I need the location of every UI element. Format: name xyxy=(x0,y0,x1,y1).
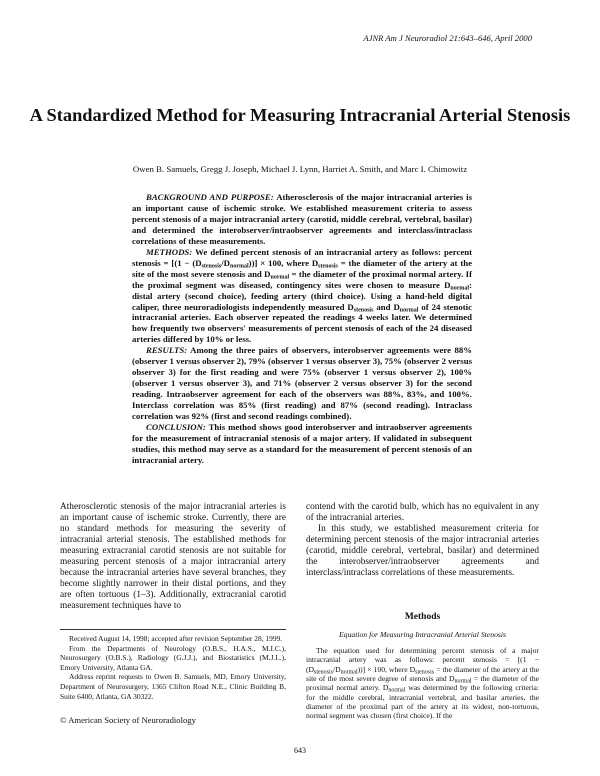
author-list: Owen B. Samuels, Gregg J. Joseph, Michael J. Lynn, Harriet A. Smith, and Marc I. Chimowitz xyxy=(132,164,468,174)
results-label: RESULTS: xyxy=(146,345,188,356)
methods-text-5: = the diameter of the proximal normal artery. If the proximal segment was diseased, contingency sites were chosen to measure D xyxy=(132,268,472,290)
methods-body-text-6: was determined by the following criteria: for the middle cerebral, intracranial vertebral, and basilar arteries, the diameter of the proximal part of the artery at its widest, non-tortuous, normal segment was chosen (first choice). If the xyxy=(306,683,539,721)
subscript-normal: normal xyxy=(340,669,358,676)
footnote-received: Received August 14, 1998; accepted after revision September 28, 1999. xyxy=(69,634,283,643)
intro-left-column xyxy=(60,502,286,612)
subscript-stenosis: stenosis xyxy=(415,669,435,676)
results-text: Among the three pairs of observers, interobserver agreements were 88% (observer 1 versus observer 2), 79% (observer 1 versus observer 3), 75% (observer 2 versus observer 3) for the first reading and were 75% (observer 1 versus observer 2), 100% (observer 1 versus observer 3), and 71% (observer 2 versus observer 3) for the second reading. Intraobserver agreement for each of the observers was 88%, 83%, and 100%. Interclass correlation was 85% (first reading) and 87% (second reading). Intraclass correlation was 92% (first and second readings combined). xyxy=(132,345,472,422)
methods-body-text-1: The equation used for determining percent stenosis of a major intracranial artery was as follows: percent stenosis = [(1 − (D xyxy=(306,646,539,674)
methods-body-text-3: ))] × 100, where D xyxy=(357,664,416,674)
subscript-stenosis: stenosis xyxy=(201,263,222,270)
copyright-notice: © American Society of Neuroradiology xyxy=(60,715,196,725)
subscript-normal: normal xyxy=(450,285,470,292)
subscript-normal: normal xyxy=(229,263,249,270)
intro-continuation: contend with the carotid bulb, which has no equivalent in any of the intracranial arteries. xyxy=(306,502,539,524)
methods-text-6: : distal artery (second choice), feeding artery (third choice). Using a hand-held digital caliper, three neuroradiologists independently measured D xyxy=(132,279,472,312)
subscript-normal: normal xyxy=(399,307,419,314)
subscript-stenosis: stenosis xyxy=(314,669,334,676)
page-number: 643 xyxy=(294,746,306,755)
methods-heading: Methods xyxy=(404,612,441,622)
abstract-methods xyxy=(132,247,472,346)
subscript-stenosis: stenosis xyxy=(318,263,338,270)
intro-right-column xyxy=(306,502,539,579)
conclusion-label: CONCLUSION: xyxy=(146,422,206,433)
background-text: Atherosclerosis of the major intracranial arteries is an important cause of ischemic stroke. We established measurement criteria to assess percent stenosis of a major intracranial artery (carotid, middle cerebral, vertebral, basilar) and determined the interobserver/intraobserver agreements and interclass/intraclass correlations of these measurements. xyxy=(132,192,472,246)
footnote-affiliation: From the Departments of Neurology (O.B.S., H.A.S., M.I.C.), Neurosurgery (O.B.S.), Radiology (G.J.J.), and Biostatistics (M.J.L.), Emory University, Atlanta GA. xyxy=(60,643,286,672)
abstract-background xyxy=(132,192,472,247)
abstract xyxy=(132,192,472,466)
methods-text-2: /D xyxy=(221,257,230,268)
footnotes xyxy=(60,634,286,701)
methods-text-8: of 24 stenotic intracranial arteries. Each observer repeated the readings 4 weeks later. We determined how frequently two observers' measurements of percent stenosis of each of the 24 diseased arteries differed by 10% or less. xyxy=(132,301,472,345)
methods-body xyxy=(306,646,539,721)
subscript-normal: normal xyxy=(270,274,290,281)
methods-text-7: and D xyxy=(373,301,400,312)
methods-text-1: We defined percent stenosis of an intracranial artery as follows: percent stenosis = [(1 − (D xyxy=(132,246,472,268)
conclusion-text: This method shows good interobserver and intraobserver agreements for the measurement of intracranial stenosis of a major artery. If validated in subsequent studies, this method may serve as a standard for the measurement of percent stenosis of an intracranial artery. xyxy=(132,422,473,465)
subscript-normal: normal xyxy=(454,678,472,685)
methods-label: METHODS: xyxy=(146,246,193,257)
methods-subheading: Equation for Measuring Intracranial Arterial Stenosis xyxy=(338,630,507,639)
intro-study-paragraph: In this study, we established measurement criteria for determining percent stenosis of the major intracranial arteries (carotid, middle cerebral, vertebral, basilar) and determined the interobserver/intraobserver agreements and interclass/intraclass correlations of these measurements. xyxy=(306,524,539,579)
methods-text-4: = the diameter of the artery at the site of the most severe stenosis and D xyxy=(132,257,472,279)
subscript-stenosis: stenosis xyxy=(353,307,374,314)
methods-body-text-2: /D xyxy=(333,664,341,674)
footnote-divider xyxy=(60,629,286,630)
footnote-reprints: Address reprint requests to Owen B. Samuels, MD, Emory University, Department of Neurosurgery, 1365 Clifton Road N.E., Clinic Building B, Suite 6400, Atlanta, GA 30322. xyxy=(60,672,286,701)
methods-paragraph xyxy=(306,646,539,721)
abstract-conclusion xyxy=(132,422,472,466)
methods-text-3: ))] × 100, where D xyxy=(248,257,319,268)
article-title: A Standardized Method for Measuring Intracranial Arterial Stenosis xyxy=(29,105,571,125)
methods-body-text-5: = the diameter of the proximal normal artery. D xyxy=(306,674,540,693)
background-label: BACKGROUND AND PURPOSE: xyxy=(146,192,274,202)
intro-paragraph: Atherosclerotic stenosis of the major intracranial arteries is an important cause of ischemic stroke. Currently, there are no standard methods for measuring the severity of intracranial arterial stenosis. The established methods for measuring extracranial carotid stenosis are not suitable for measuring percent stenosis of a major intracranial artery because the intracranial arteries have several branches, they become slightly narrower in their distal portions, and they are often tortuous (1–3). Additionally, extracranial carotid measurement techniques have to xyxy=(60,502,286,612)
abstract-results xyxy=(132,345,472,422)
methods-body-text-4: = the diameter of the artery at the site of the most severe degree of stenosis and D xyxy=(306,664,539,684)
journal-header: AJNR Am J Neuroradiol 21:643–646, April 2000 xyxy=(363,33,532,43)
subscript-normal: normal xyxy=(388,687,406,694)
